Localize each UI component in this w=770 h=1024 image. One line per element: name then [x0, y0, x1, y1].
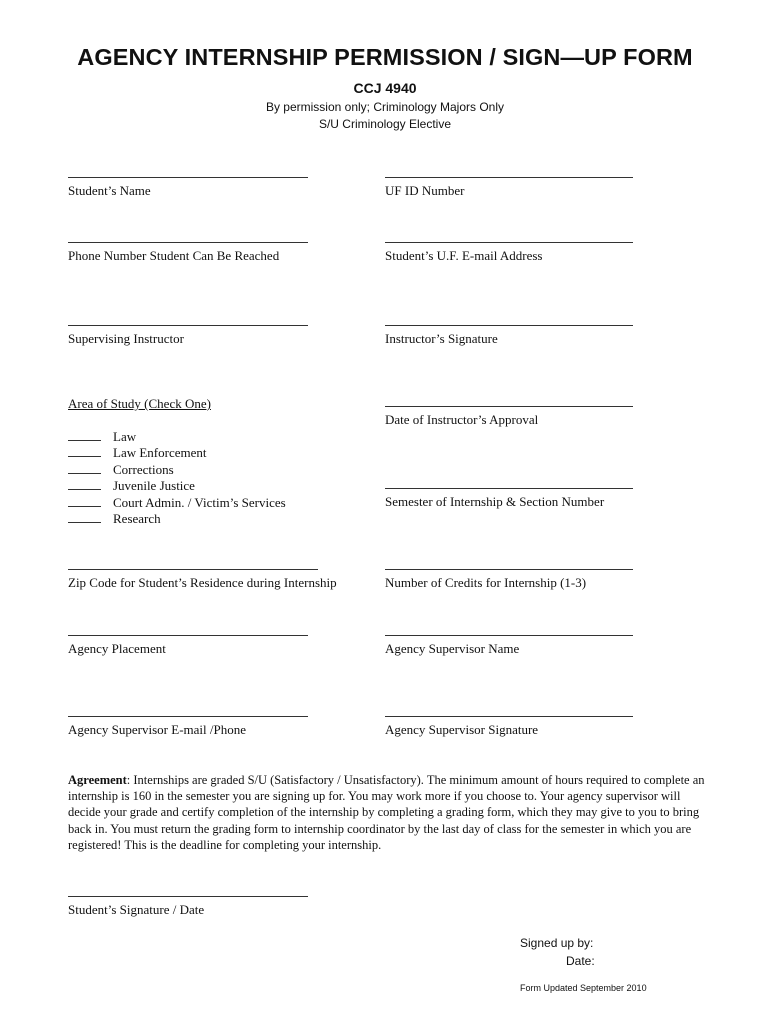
signature-line	[68, 716, 308, 717]
option-juvenile-justice[interactable]: Juvenile Justice	[68, 478, 286, 494]
area-of-study-heading: Area of Study (Check One)	[68, 396, 211, 411]
signature-line	[385, 569, 633, 570]
agreement-text: : Internships are graded S/U (Satisfactory / Unsatisfactory). The minimum amount of hours required to complete an internship is 160 in the semester you are signing up for. You may work more if you choose to. Your agency supervisor will decide your grade and certify completion of the internship by completing a grading form, which they may give to you to bring back in. You must return the grading form to internship coordinator by the last day of class for the semester in which you are registered! This is the deadline for completing your internship.	[68, 773, 705, 852]
option-research[interactable]: Research	[68, 511, 286, 527]
signature-line	[385, 242, 633, 243]
signature-line	[68, 635, 308, 636]
signature-line	[68, 896, 308, 897]
phone-number-field[interactable]	[68, 242, 378, 264]
supervising-instructor-field[interactable]	[68, 325, 378, 347]
field-label: Number of Credits for Internship (1-3)	[385, 575, 587, 590]
semester-section-field[interactable]	[385, 488, 695, 510]
agency-placement-field[interactable]	[68, 635, 378, 657]
field-label: Phone Number Student Can Be Reached	[68, 248, 280, 263]
agreement-label: Agreement	[68, 773, 127, 787]
agency-supervisor-contact-field[interactable]	[68, 716, 378, 738]
checkbox-blank[interactable]	[68, 446, 101, 457]
signature-line	[385, 716, 633, 717]
uf-id-field[interactable]	[385, 177, 695, 199]
field-label: Agency Supervisor Signature	[385, 722, 539, 737]
field-label: UF ID Number	[385, 183, 465, 198]
signed-up-by-label: Signed up by:	[520, 936, 594, 950]
checkbox-blank[interactable]	[68, 430, 101, 441]
option-law-enforcement[interactable]: Law Enforcement	[68, 445, 286, 461]
field-label: Zip Code for Student’s Residence during Internship	[68, 575, 337, 590]
instructor-approval-date-field[interactable]	[385, 406, 695, 428]
agency-supervisor-signature-field[interactable]	[385, 716, 695, 738]
field-label: Student’s Signature / Date	[68, 902, 205, 917]
agency-supervisor-name-field[interactable]	[385, 635, 695, 657]
signature-line	[385, 325, 633, 326]
student-signature-date-field[interactable]	[68, 896, 378, 918]
checkbox-blank[interactable]	[68, 512, 101, 523]
signature-line	[68, 325, 308, 326]
date-label: Date:	[566, 954, 595, 968]
field-label: Student’s Name	[68, 183, 151, 198]
checkbox-blank[interactable]	[68, 463, 101, 474]
option-court-admin[interactable]: Court Admin. / Victim’s Services	[68, 495, 286, 511]
signature-line	[385, 635, 633, 636]
elective-note: S/U Criminology Elective	[318, 117, 452, 131]
student-name-field[interactable]	[68, 177, 378, 199]
agreement-paragraph	[68, 772, 708, 853]
form-updated-note: Form Updated September 2010	[520, 983, 647, 993]
form-title: AGENCY INTERNSHIP PERMISSION / SIGN—UP FORM	[77, 44, 693, 70]
field-label: Student’s U.F. E-mail Address	[385, 248, 543, 263]
field-label: Supervising Instructor	[68, 331, 184, 346]
field-label: Agency Placement	[68, 641, 166, 656]
credits-field[interactable]	[385, 569, 695, 591]
field-label: Agency Supervisor E-mail /Phone	[68, 722, 246, 737]
field-label: Date of Instructor’s Approval	[385, 412, 539, 427]
signature-line	[68, 569, 318, 570]
signature-line	[385, 177, 633, 178]
checkbox-blank[interactable]	[68, 479, 101, 490]
instructor-signature-field[interactable]	[385, 325, 695, 347]
permission-note: By permission only; Criminology Majors Only	[265, 100, 505, 114]
option-corrections[interactable]: Corrections	[68, 462, 286, 478]
area-of-study-options	[68, 429, 286, 527]
uf-email-field[interactable]	[385, 242, 695, 264]
field-label: Semester of Internship & Section Number	[385, 494, 605, 509]
field-label: Agency Supervisor Name	[385, 641, 520, 656]
signature-line	[68, 177, 308, 178]
signature-line	[385, 406, 633, 407]
signature-line	[68, 242, 308, 243]
signature-line	[385, 488, 633, 489]
course-code: CCJ 4940	[353, 80, 417, 96]
checkbox-blank[interactable]	[68, 496, 101, 507]
zip-code-field[interactable]	[68, 569, 378, 591]
option-law[interactable]: Law	[68, 429, 286, 445]
field-label: Instructor’s Signature	[385, 331, 498, 346]
